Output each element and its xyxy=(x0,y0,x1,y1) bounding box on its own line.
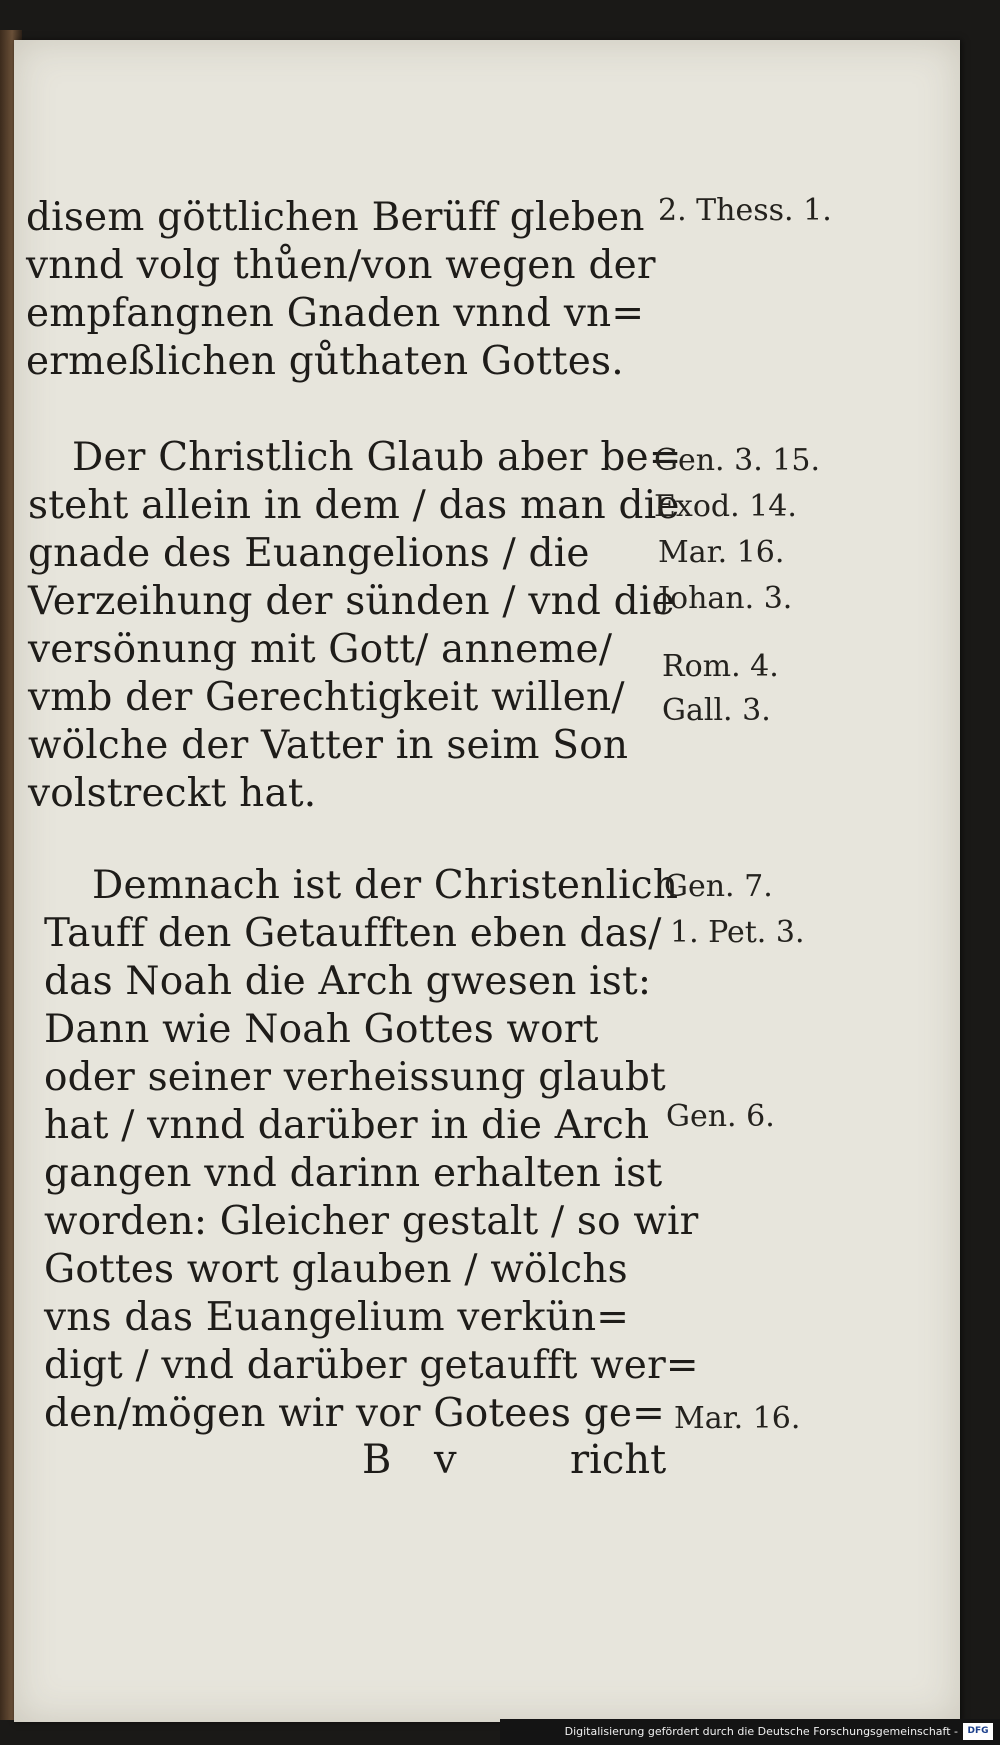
text-line: das Noah die Arch gwesen ist: xyxy=(44,959,652,1004)
text-line: steht allein in dem / das man die xyxy=(28,483,680,528)
text-line: gangen vnd darinn erhalten ist xyxy=(44,1151,663,1196)
text-line: Gottes wort glauben / wölchs xyxy=(44,1247,628,1292)
signature-leaf: v xyxy=(434,1437,457,1483)
marginal-note: Johan. 3. xyxy=(658,581,793,616)
book-page xyxy=(14,40,960,1722)
marginal-note: Mar. 16. xyxy=(658,535,785,570)
marginal-note: Gall. 3. xyxy=(662,693,771,728)
text-line: vmb der Gerechtigkeit willen/ xyxy=(28,675,625,720)
dfg-logo: DFG xyxy=(963,1723,993,1740)
text-line: digt / vnd darüber getaufft wer= xyxy=(44,1343,699,1388)
text-line: Tauff den Getaufften eben das/ xyxy=(44,911,662,956)
marginal-note: Gen. 7. xyxy=(664,869,773,904)
text-line: empfangnen Gnaden vnnd vn= xyxy=(26,291,645,336)
text-line: gnade des Euangelions / die xyxy=(28,531,590,576)
marginal-note: Rom. 4. xyxy=(662,649,779,684)
text-line: Der Christlich Glaub aber be= xyxy=(72,435,682,480)
text-line: wölche der Vatter in seim Son xyxy=(28,723,629,768)
text-line: worden: Gleicher gestalt / so wir xyxy=(44,1199,699,1244)
marginal-note: 1. Pet. 3. xyxy=(670,915,805,950)
text-line: ermeßlichen gůthaten Gottes. xyxy=(26,339,624,384)
text-line: vns das Euangelium verkün= xyxy=(44,1295,630,1340)
catchword: richt xyxy=(570,1437,667,1483)
signature-mark: B xyxy=(362,1437,392,1483)
text-line: versönung mit Gott/ anneme/ xyxy=(28,627,613,672)
text-line: den/mögen wir vor Gotees ge= xyxy=(44,1391,665,1436)
marginal-note: Exod. 14. xyxy=(654,489,797,524)
text-line: disem göttlichen Berüff gleben xyxy=(26,195,645,240)
text-line: hat / vnnd darüber in die Arch xyxy=(44,1103,650,1148)
marginal-note: Gen. 3. 15. xyxy=(654,443,820,478)
text-line: volstreckt hat. xyxy=(28,771,317,816)
marginal-note: 2. Thess. 1. xyxy=(658,193,832,228)
credit-text: Digitalisierung gefördert durch die Deutsche Forschungsgemeinschaft - xyxy=(564,1725,958,1738)
marginal-note: Mar. 16. xyxy=(674,1401,801,1436)
text-line: Demnach ist der Christenlich xyxy=(92,863,679,908)
text-line: vnnd volg thůen/von wegen der xyxy=(26,243,656,288)
text-line: Verzeihung der sünden / vnd die xyxy=(28,579,675,624)
text-line: Dann wie Noah Gottes wort xyxy=(44,1007,599,1052)
text-line: oder seiner verheissung glaubt xyxy=(44,1055,666,1100)
marginal-note: Gen. 6. xyxy=(666,1099,775,1134)
